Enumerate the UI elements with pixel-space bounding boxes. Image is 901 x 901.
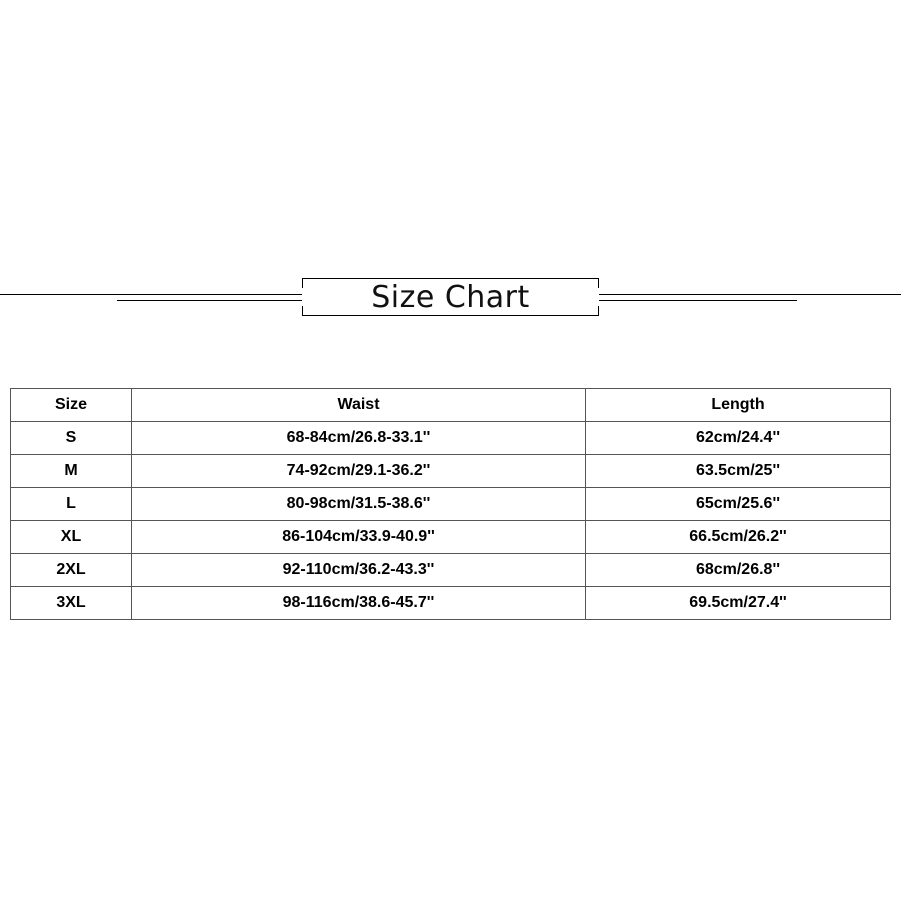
divider-line-left bbox=[0, 294, 302, 295]
cell-length: 66.5cm/26.2'' bbox=[586, 521, 891, 554]
table-row bbox=[11, 422, 891, 455]
header-waist: Waist bbox=[132, 389, 586, 422]
cell-length: 65cm/25.6'' bbox=[586, 488, 891, 521]
page-title: Size Chart bbox=[371, 279, 530, 315]
cell-length: 69.5cm/27.4'' bbox=[586, 587, 891, 620]
cell-size: 2XL bbox=[11, 554, 132, 587]
divider-line-left-inner bbox=[117, 300, 302, 301]
cell-waist: 86-104cm/33.9-40.9'' bbox=[132, 521, 586, 554]
table-row bbox=[11, 455, 891, 488]
table-row bbox=[11, 554, 891, 587]
size-chart-table bbox=[10, 388, 891, 620]
header-size: Size bbox=[11, 389, 132, 422]
header-length: Length bbox=[586, 389, 891, 422]
cell-waist: 74-92cm/29.1-36.2'' bbox=[132, 455, 586, 488]
table-header-row bbox=[11, 389, 891, 422]
table-row bbox=[11, 488, 891, 521]
cell-size: 3XL bbox=[11, 587, 132, 620]
cell-length: 63.5cm/25'' bbox=[586, 455, 891, 488]
cell-length: 62cm/24.4'' bbox=[586, 422, 891, 455]
cell-size: S bbox=[11, 422, 132, 455]
cell-size: L bbox=[11, 488, 132, 521]
cell-size: XL bbox=[11, 521, 132, 554]
cell-waist: 98-116cm/38.6-45.7'' bbox=[132, 587, 586, 620]
cell-length: 68cm/26.8'' bbox=[586, 554, 891, 587]
table-row bbox=[11, 587, 891, 620]
cell-waist: 92-110cm/36.2-43.3'' bbox=[132, 554, 586, 587]
table-row bbox=[11, 521, 891, 554]
cell-size: M bbox=[11, 455, 132, 488]
cell-waist: 80-98cm/31.5-38.6'' bbox=[132, 488, 586, 521]
title-frame bbox=[302, 278, 599, 316]
cell-waist: 68-84cm/26.8-33.1'' bbox=[132, 422, 586, 455]
divider-line-right-inner bbox=[599, 300, 797, 301]
divider-line-right bbox=[599, 294, 901, 295]
